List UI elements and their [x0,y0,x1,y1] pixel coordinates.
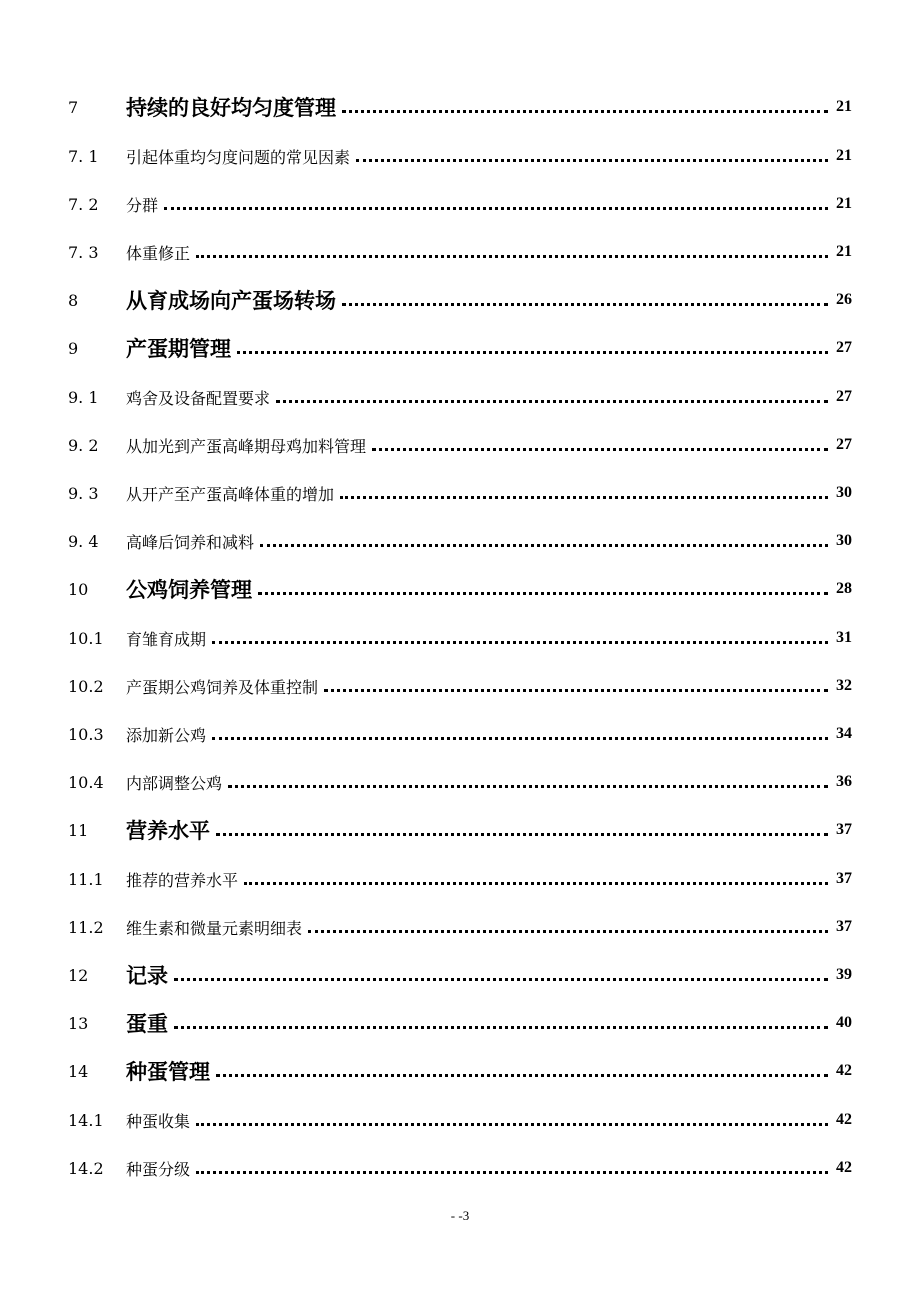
toc-entry-10-2[interactable] [68,670,852,702]
toc-entry-8[interactable] [68,284,852,316]
toc-entry-number: 14.2 [68,1158,104,1178]
toc-entry-12[interactable] [68,959,852,991]
toc-entry-page: 28 [836,580,852,597]
toc-entry-title: 育雏育成期 [126,629,207,649]
toc-entry-number: 11 [68,820,89,840]
dot-leader [356,159,828,162]
toc-entry-number: 7. 1 [68,146,99,166]
toc-entry-14-1[interactable] [68,1104,852,1136]
toc-entry-title: 从加光到产蛋高峰期母鸡加料管理 [126,436,367,456]
toc-entry-title: 鸡舍及设备配置要求 [126,388,271,408]
toc-entry-page: 37 [836,918,852,935]
toc-entry-number: 11.2 [68,917,104,937]
dot-leader [216,1074,828,1077]
toc-entry-10-1[interactable] [68,622,852,654]
toc-entry-number: 9 [68,338,79,358]
dot-leader [174,978,828,981]
dot-leader [260,544,828,547]
dot-leader [164,207,828,210]
toc-entry-14[interactable] [68,1055,852,1087]
dot-leader [342,303,828,306]
toc-entry-page: 30 [836,532,852,549]
dot-leader [212,737,828,740]
dot-leader [228,785,828,788]
toc-entry-title: 种蛋分级 [126,1159,191,1179]
toc-entry-number: 13 [68,1013,89,1033]
toc-entry-9-3[interactable] [68,477,852,509]
toc-entry-10-4[interactable] [68,766,852,798]
toc-entry-title: 持续的良好均匀度管理 [126,96,336,120]
toc-entry-title: 内部调整公鸡 [126,773,223,793]
toc-entry-title: 体重修正 [126,243,191,263]
toc-entry-number: 7. 2 [68,194,99,214]
toc-entry-number: 9. 2 [68,435,99,455]
dot-leader [324,689,828,692]
dot-leader [308,930,828,933]
dot-leader [244,882,828,885]
toc-entry-title: 推荐的营养水平 [126,870,239,890]
page-number: - -3 [450,1208,470,1223]
dot-leader [174,1026,828,1029]
toc-entry-title: 从开产至产蛋高峰体重的增加 [126,484,335,504]
toc-entry-page: 39 [836,966,852,983]
toc-entry-number: 8 [68,290,79,310]
toc-entry-page: 37 [836,870,852,887]
toc-entry-page: 21 [836,98,852,115]
toc-entry-page: 42 [836,1111,852,1128]
dot-leader [340,496,828,499]
toc-entry-11[interactable] [68,814,852,846]
toc-entry-10-3[interactable] [68,718,852,750]
dot-leader [342,110,828,113]
toc-entry-7-3[interactable] [68,236,852,268]
toc-entry-page: 42 [836,1062,852,1079]
toc-entry-number: 14 [68,1061,89,1081]
toc-entry-number: 7. 3 [68,242,99,262]
toc-entry-page: 21 [836,147,852,164]
toc-entry-number: 10.4 [68,772,104,792]
toc-entry-number: 9. 1 [68,387,99,407]
toc-entry-title: 产蛋期公鸡饲养及体重控制 [126,677,319,697]
toc-entry-page: 42 [836,1159,852,1176]
toc-entry-title: 高峰后饲养和减料 [126,532,255,552]
toc-entry-7[interactable] [68,91,852,123]
toc-entry-9[interactable] [68,332,852,364]
toc-entry-9-2[interactable] [68,429,852,461]
toc-entry-number: 10.3 [68,724,104,744]
toc-entry-page: 30 [836,484,852,501]
toc-entry-11-2[interactable] [68,911,852,943]
toc-entry-page: 27 [836,436,852,453]
toc-entry-title: 种蛋收集 [126,1111,191,1131]
dot-leader [276,400,828,403]
toc-entry-title: 公鸡饲养管理 [126,578,252,602]
dot-leader [216,833,828,836]
toc-entry-title: 种蛋管理 [126,1060,210,1084]
toc-entry-number: 7 [68,97,79,117]
dot-leader [258,592,828,595]
toc-entry-9-4[interactable] [68,525,852,557]
toc-entry-title: 引起体重均匀度问题的常见因素 [126,147,351,167]
toc-entry-14-2[interactable] [68,1152,852,1184]
toc-entry-9-1[interactable] [68,381,852,413]
dot-leader [196,1171,828,1174]
dot-leader [212,641,828,644]
dot-leader [196,1123,828,1126]
toc-entry-11-1[interactable] [68,863,852,895]
toc-entry-title: 营养水平 [126,819,210,843]
toc-entry-number: 9. 4 [68,531,99,551]
toc-entry-number: 12 [68,965,89,985]
toc-entry-title: 蛋重 [126,1012,168,1036]
toc-entry-number: 10 [68,579,89,599]
toc-entry-page: 21 [836,243,852,260]
toc-entry-title: 从育成场向产蛋场转场 [126,289,336,313]
toc-entry-title: 记录 [126,964,168,988]
toc-entry-number: 14.1 [68,1110,104,1130]
toc-entry-title: 产蛋期管理 [126,337,231,361]
dot-leader [237,351,828,354]
toc-entry-page: 32 [836,677,852,694]
toc-entry-page: 34 [836,725,852,742]
toc-entry-number: 11.1 [68,869,104,889]
toc-entry-title: 添加新公鸡 [126,725,207,745]
toc-entry-7-1[interactable] [68,140,852,172]
toc-entry-13[interactable] [68,1007,852,1039]
toc-entry-number: 10.1 [68,628,104,648]
toc-entry-page: 27 [836,388,852,405]
toc-entry-page: 40 [836,1014,852,1031]
toc-entry-number: 10.2 [68,676,104,696]
dot-leader [196,255,828,258]
toc-entry-title: 分群 [126,195,159,215]
page-footer [0,1208,920,1224]
toc-entry-number: 9. 3 [68,483,99,503]
toc-entry-page: 37 [836,821,852,838]
toc-entry-page: 27 [836,339,852,356]
toc-entry-page: 26 [836,291,852,308]
dot-leader [372,448,828,451]
toc-entry-page: 36 [836,773,852,790]
toc-entry-10[interactable] [68,573,852,605]
toc-entry-page: 21 [836,195,852,212]
toc-entry-page: 31 [836,629,852,646]
toc-entry-7-2[interactable] [68,188,852,220]
toc-entry-title: 维生素和微量元素明细表 [126,918,303,938]
